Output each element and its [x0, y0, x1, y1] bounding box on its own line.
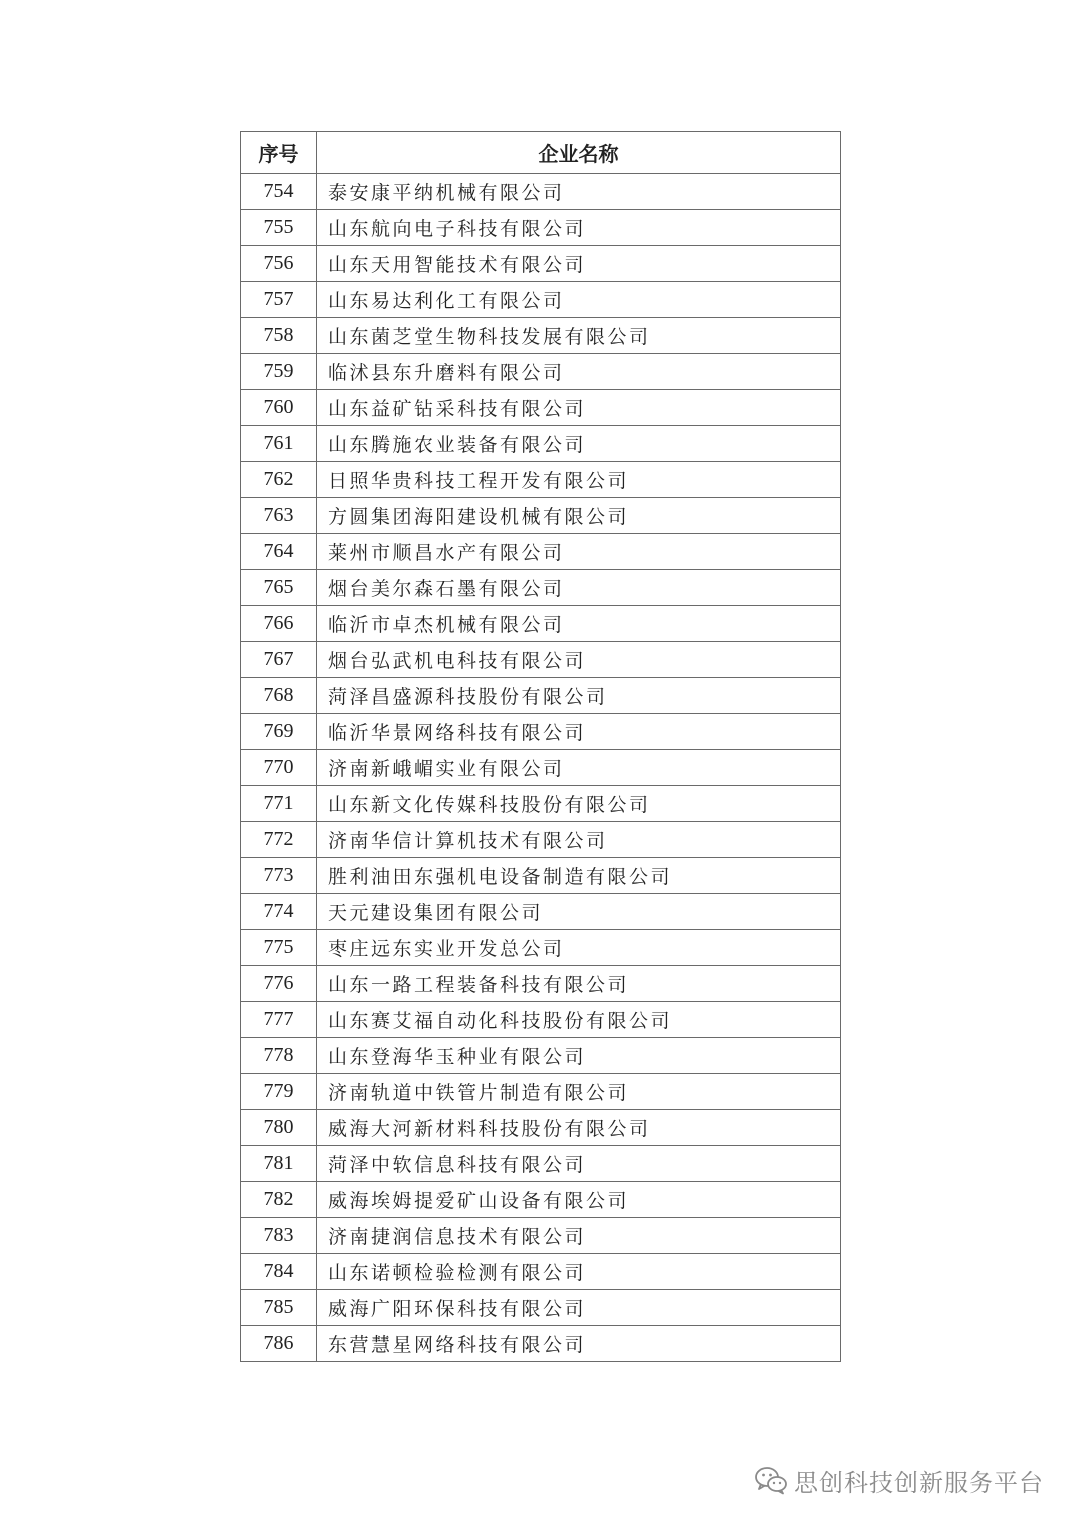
row-company-name: 烟台弘武机电科技有限公司 — [317, 642, 841, 678]
table-row — [241, 1254, 841, 1290]
row-company-name: 山东菌芝堂生物科技发展有限公司 — [317, 318, 841, 354]
row-seq: 759 — [241, 354, 317, 390]
row-company-name: 方圆集团海阳建设机械有限公司 — [317, 498, 841, 534]
table-row — [241, 786, 841, 822]
table-row — [241, 1074, 841, 1110]
table-body — [241, 174, 841, 1362]
row-company-name: 临沂华景网络科技有限公司 — [317, 714, 841, 750]
row-seq: 780 — [241, 1110, 317, 1146]
row-seq: 783 — [241, 1218, 317, 1254]
row-company-name: 莱州市顺昌水产有限公司 — [317, 534, 841, 570]
row-seq: 786 — [241, 1326, 317, 1362]
row-seq: 782 — [241, 1182, 317, 1218]
table-row — [241, 858, 841, 894]
table-row — [241, 930, 841, 966]
row-seq: 756 — [241, 246, 317, 282]
row-seq: 765 — [241, 570, 317, 606]
table-row — [241, 354, 841, 390]
table-row — [241, 642, 841, 678]
row-company-name: 济南捷润信息技术有限公司 — [317, 1218, 841, 1254]
row-company-name: 菏泽昌盛源科技股份有限公司 — [317, 678, 841, 714]
table-row — [241, 1290, 841, 1326]
table-row — [241, 174, 841, 210]
table-row — [241, 966, 841, 1002]
watermark — [754, 1462, 1044, 1498]
row-company-name: 济南华信计算机技术有限公司 — [317, 822, 841, 858]
row-company-name: 济南轨道中铁管片制造有限公司 — [317, 1074, 841, 1110]
row-company-name: 山东益矿钻采科技有限公司 — [317, 390, 841, 426]
row-seq: 760 — [241, 390, 317, 426]
row-company-name: 胜利油田东强机电设备制造有限公司 — [317, 858, 841, 894]
row-company-name: 泰安康平纳机械有限公司 — [317, 174, 841, 210]
table-row — [241, 1146, 841, 1182]
row-seq: 774 — [241, 894, 317, 930]
row-company-name: 山东航向电子科技有限公司 — [317, 210, 841, 246]
row-seq: 771 — [241, 786, 317, 822]
row-seq: 768 — [241, 678, 317, 714]
row-seq: 754 — [241, 174, 317, 210]
row-company-name: 山东天用智能技术有限公司 — [317, 246, 841, 282]
table-row — [241, 390, 841, 426]
row-company-name: 山东诺顿检验检测有限公司 — [317, 1254, 841, 1290]
header-company-name: 企业名称 — [317, 132, 841, 174]
row-seq: 779 — [241, 1074, 317, 1110]
row-seq: 755 — [241, 210, 317, 246]
row-seq: 758 — [241, 318, 317, 354]
row-seq: 772 — [241, 822, 317, 858]
row-company-name: 菏泽中软信息科技有限公司 — [317, 1146, 841, 1182]
row-company-name: 山东腾施农业装备有限公司 — [317, 426, 841, 462]
header-seq: 序号 — [241, 132, 317, 174]
row-company-name: 临沭县东升磨料有限公司 — [317, 354, 841, 390]
table-row — [241, 606, 841, 642]
row-seq: 781 — [241, 1146, 317, 1182]
row-seq: 761 — [241, 426, 317, 462]
row-seq: 784 — [241, 1254, 317, 1290]
row-company-name: 天元建设集团有限公司 — [317, 894, 841, 930]
row-seq: 769 — [241, 714, 317, 750]
row-company-name: 威海大河新材料科技股份有限公司 — [317, 1110, 841, 1146]
table-row — [241, 426, 841, 462]
table-row — [241, 498, 841, 534]
table-row — [241, 714, 841, 750]
row-seq: 776 — [241, 966, 317, 1002]
row-seq: 763 — [241, 498, 317, 534]
row-company-name: 山东易达利化工有限公司 — [317, 282, 841, 318]
table-row — [241, 1002, 841, 1038]
table-row — [241, 1110, 841, 1146]
table-row — [241, 570, 841, 606]
row-company-name: 东营慧星网络科技有限公司 — [317, 1326, 841, 1362]
row-seq: 785 — [241, 1290, 317, 1326]
table-row — [241, 678, 841, 714]
row-company-name: 济南新峨嵋实业有限公司 — [317, 750, 841, 786]
table-row — [241, 534, 841, 570]
table-row — [241, 246, 841, 282]
table-row — [241, 1182, 841, 1218]
row-company-name: 威海埃姆提爱矿山设备有限公司 — [317, 1182, 841, 1218]
row-company-name: 山东登海华玉种业有限公司 — [317, 1038, 841, 1074]
table-row — [241, 1218, 841, 1254]
company-list-table — [240, 131, 841, 1362]
row-seq: 764 — [241, 534, 317, 570]
table-row — [241, 282, 841, 318]
row-company-name: 山东一路工程装备科技有限公司 — [317, 966, 841, 1002]
table-row — [241, 822, 841, 858]
row-company-name: 山东赛艾福自动化科技股份有限公司 — [317, 1002, 841, 1038]
row-company-name: 临沂市卓杰机械有限公司 — [317, 606, 841, 642]
table-row — [241, 1326, 841, 1362]
row-company-name: 日照华贵科技工程开发有限公司 — [317, 462, 841, 498]
wechat-icon — [754, 1465, 788, 1495]
table-row — [241, 318, 841, 354]
header-row — [241, 132, 841, 174]
table-header — [241, 132, 841, 174]
table-row — [241, 750, 841, 786]
row-seq: 777 — [241, 1002, 317, 1038]
row-seq: 775 — [241, 930, 317, 966]
row-seq: 773 — [241, 858, 317, 894]
table-row — [241, 210, 841, 246]
row-company-name: 烟台美尔森石墨有限公司 — [317, 570, 841, 606]
row-seq: 778 — [241, 1038, 317, 1074]
row-seq: 757 — [241, 282, 317, 318]
row-seq: 770 — [241, 750, 317, 786]
row-seq: 767 — [241, 642, 317, 678]
row-company-name: 山东新文化传媒科技股份有限公司 — [317, 786, 841, 822]
table-row — [241, 894, 841, 930]
row-company-name: 枣庄远东实业开发总公司 — [317, 930, 841, 966]
row-seq: 766 — [241, 606, 317, 642]
row-company-name: 威海广阳环保科技有限公司 — [317, 1290, 841, 1326]
table-row — [241, 462, 841, 498]
row-seq: 762 — [241, 462, 317, 498]
table-row — [241, 1038, 841, 1074]
watermark-text: 思创科技创新服务平台 — [794, 1468, 1044, 1497]
